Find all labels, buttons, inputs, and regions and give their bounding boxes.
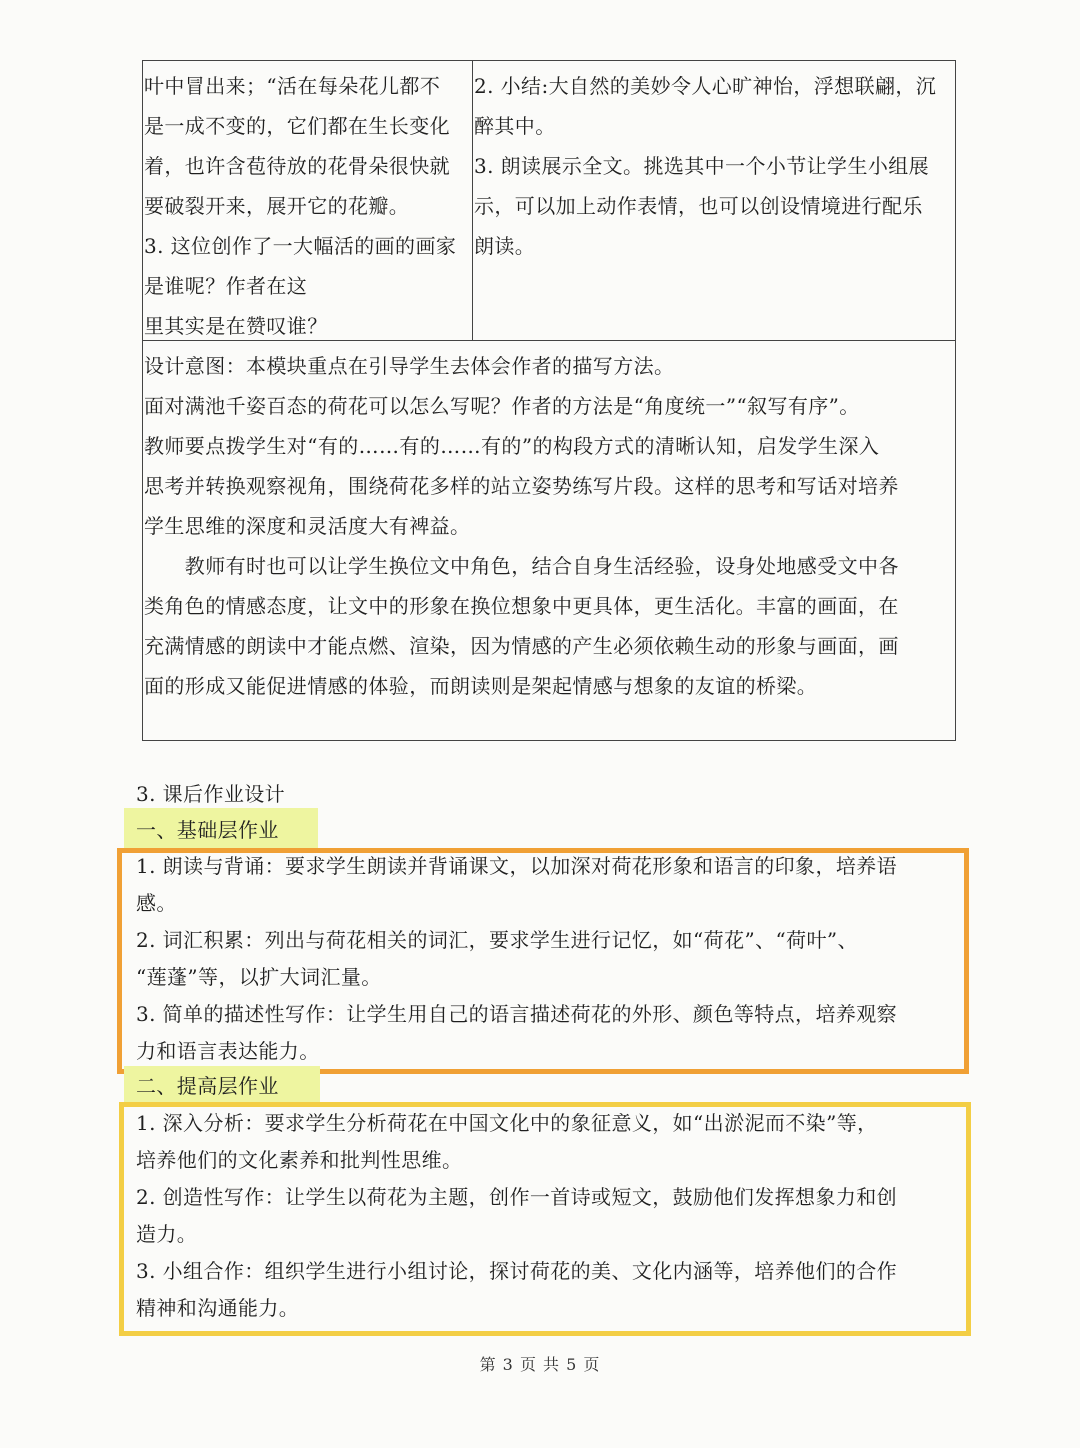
improve-homework-list (136, 1105, 956, 1327)
list-item: 2. 词汇积累：列出与荷花相关的词汇，要求学生进行记忆，如“荷花”、“荷叶”、 (136, 928, 858, 952)
basic-homework-list (136, 848, 956, 1070)
text-line: 教师有时也可以让学生换位文中角色，结合自身生活经验，设身处地感受文中各 (144, 554, 899, 578)
text-line: 醉其中。 (474, 114, 556, 138)
list-item: 培养他们的文化素养和批判性思维。 (136, 1148, 463, 1172)
text-line: 着，也许含苞待放的花骨朵很快就 (144, 154, 450, 178)
text-line: 是谁呢？作者在这 (144, 274, 308, 298)
text-line: 示，可以加上动作表情，也可以创设情境进行配乐 (474, 194, 923, 218)
improve-homework-title: 二、提高层作业 (136, 1074, 279, 1098)
basic-homework-title: 一、基础层作业 (136, 818, 279, 842)
table-cell-design-intent (144, 346, 954, 706)
text-line: 3. 这位创作了一大幅活的画的画家 (144, 234, 457, 258)
text-line: 类角色的情感态度，让文中的形象在换位想象中更具体，更生活化。丰富的画面，在 (144, 594, 899, 618)
list-item: 感。 (136, 891, 177, 915)
list-item: 力和语言表达能力。 (136, 1039, 320, 1063)
list-item: 1. 深入分析：要求学生分析荷花在中国文化中的象征意义，如“出淤泥而不染”等， (136, 1111, 878, 1135)
text-line: 学生思维的深度和灵活度大有裨益。 (144, 514, 471, 538)
text-line: 面对满池千姿百态的荷花可以怎么写呢？作者的方法是“角度统一”“叙写有序”。 (144, 394, 860, 418)
list-item: 1. 朗读与背诵：要求学生朗读并背诵课文，以加深对荷花形象和语言的印象，培养语 (136, 854, 898, 878)
text-line: 朗读。 (474, 234, 536, 258)
text-line: 2. 小结:大自然的美妙令人心旷神怡，浮想联翩，沉 (474, 74, 937, 98)
list-item: 3. 简单的描述性写作：让学生用自己的语言描述荷花的外形、颜色等特点，培养观察 (136, 1002, 898, 1026)
list-item: 精神和沟通能力。 (136, 1296, 300, 1320)
table-column-divider (472, 60, 473, 341)
text-line: 面的形成又能促进情感的体验，而朗读则是架起情感与想象的友谊的桥梁。 (144, 674, 818, 698)
table-cell-right (474, 66, 954, 266)
text-line: 叶中冒出来；“活在每朵花儿都不 (144, 74, 441, 98)
text-line: 要破裂开来，展开它的花瓣。 (144, 194, 410, 218)
list-item: 造力。 (136, 1222, 198, 1246)
text-line: 充满情感的朗读中才能点燃、渲染，因为情感的产生必须依赖生动的形象与画面，画 (144, 634, 899, 658)
list-item: 3. 小组合作：组织学生进行小组讨论，探讨荷花的美、文化内涵等，培养他们的合作 (136, 1259, 898, 1283)
text-line: 思考并转换观察视角，围绕荷花多样的站立姿势练写片段。这样的思考和写话对培养 (144, 474, 899, 498)
list-item: 2. 创造性写作：让学生以荷花为主题，创作一首诗或短文，鼓励他们发挥想象力和创 (136, 1185, 898, 1209)
page-footer: 第 3 页 共 5 页 (479, 1355, 601, 1374)
section-title: 3. 课后作业设计 (136, 782, 286, 806)
text-line: 是一成不变的，它们都在生长变化 (144, 114, 450, 138)
text-line: 设计意图：本模块重点在引导学生去体会作者的描写方法。 (144, 354, 675, 378)
text-line: 3. 朗读展示全文。挑选其中一个小节让学生小组展 (474, 154, 930, 178)
text-line: 里其实是在赞叹谁？ (144, 314, 328, 338)
text-line: 教师要点拨学生对“有的……有的……有的”的构段方式的清晰认知，启发学生深入 (144, 434, 880, 458)
list-item: “莲蓬”等，以扩大词汇量。 (136, 965, 382, 989)
table-cell-left (144, 66, 470, 346)
